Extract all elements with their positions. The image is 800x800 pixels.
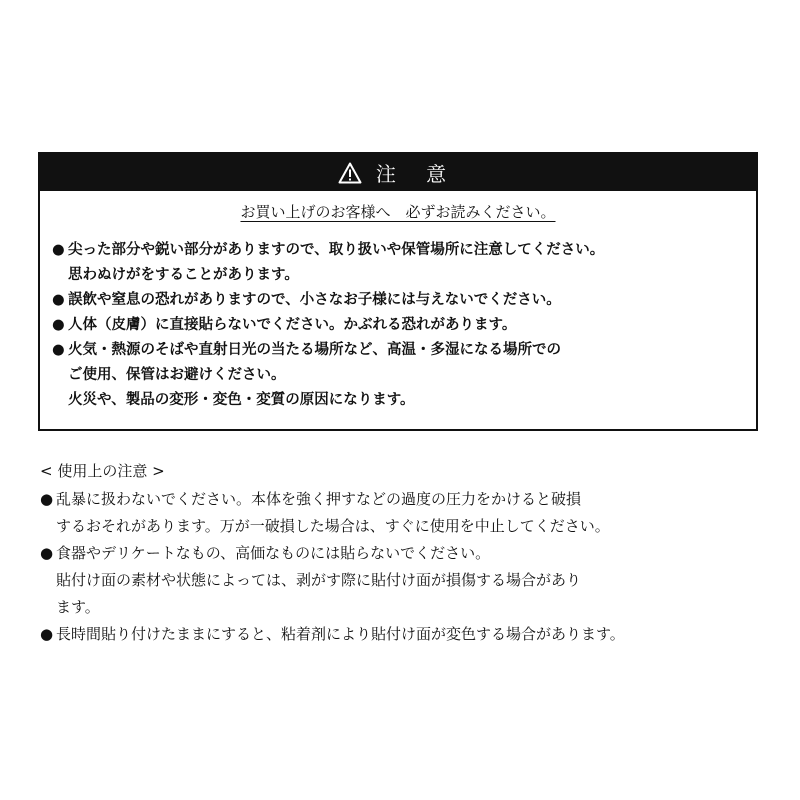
item-line: 思わぬけがをすることがあります。 (68, 267, 299, 283)
usage-heading: < 使用上の注意 > (40, 462, 165, 480)
item-line: 誤飲や窒息の恐れがありますので、小さなお子様には与えないでください。 (68, 292, 561, 308)
list-item (52, 338, 756, 413)
list-item (52, 238, 756, 288)
list-item (52, 313, 756, 338)
item-line: 食器やデリケートなもの、高価なものには貼らないでください。 (56, 544, 491, 562)
item-text (56, 621, 625, 648)
bullet-icon: ● (40, 625, 54, 643)
item-text (68, 288, 561, 313)
warning-subtitle: お買い上げのお客様へ 必ずお読みください。 (240, 203, 556, 221)
item-line: ご使用、保管はお避けください。 (68, 367, 286, 383)
item-text (68, 313, 516, 338)
item-line: 尖った部分や鋭い部分がありますので、取り扱いや保管場所に注意してください。 (68, 242, 605, 258)
bullet-icon: ● (52, 342, 65, 358)
item-line: 長時間貼り付けたままにすると、粘着剤により貼付け面が変色する場合があります。 (56, 625, 625, 643)
warning-box (38, 152, 758, 431)
usage-notes (40, 460, 770, 648)
item-text (56, 486, 610, 540)
list-item (40, 486, 770, 540)
bullet-icon: ● (40, 490, 54, 508)
list-item (40, 540, 770, 621)
bullet-icon: ● (52, 292, 65, 308)
bullet-icon: ● (40, 544, 54, 562)
list-item (52, 288, 756, 313)
bullet-icon: ● (52, 242, 65, 258)
item-line: 乱暴に扱わないでください。本体を強く押すなどの過度の圧力をかけると破損 (56, 490, 582, 508)
warning-title: 注 意 (375, 162, 459, 186)
item-text (68, 338, 561, 413)
bullet-icon: ● (52, 317, 65, 333)
item-line: 火災や、製品の変形・変色・変質の原因になります。 (68, 392, 415, 408)
warning-triangle-icon (338, 162, 362, 184)
item-text (56, 540, 581, 621)
warning-list (52, 238, 756, 413)
warning-header (40, 154, 756, 191)
item-line: 火気・熱源のそばや直射日光の当たる場所など、高温・多湿になる場所での (68, 342, 561, 358)
item-line: ます。 (56, 598, 100, 616)
list-item (40, 621, 770, 648)
item-text (68, 238, 604, 288)
item-line: 貼付け面の素材や状態によっては、剥がす際に貼付け面が損傷する場合があり (56, 571, 582, 589)
usage-list (40, 486, 770, 648)
item-line: 人体（皮膚）に直接貼らないでください。かぶれる恐れがあります。 (68, 317, 517, 333)
item-line: するおそれがあります。万が一破損した場合は、すぐに使用を中止してください。 (56, 517, 610, 535)
